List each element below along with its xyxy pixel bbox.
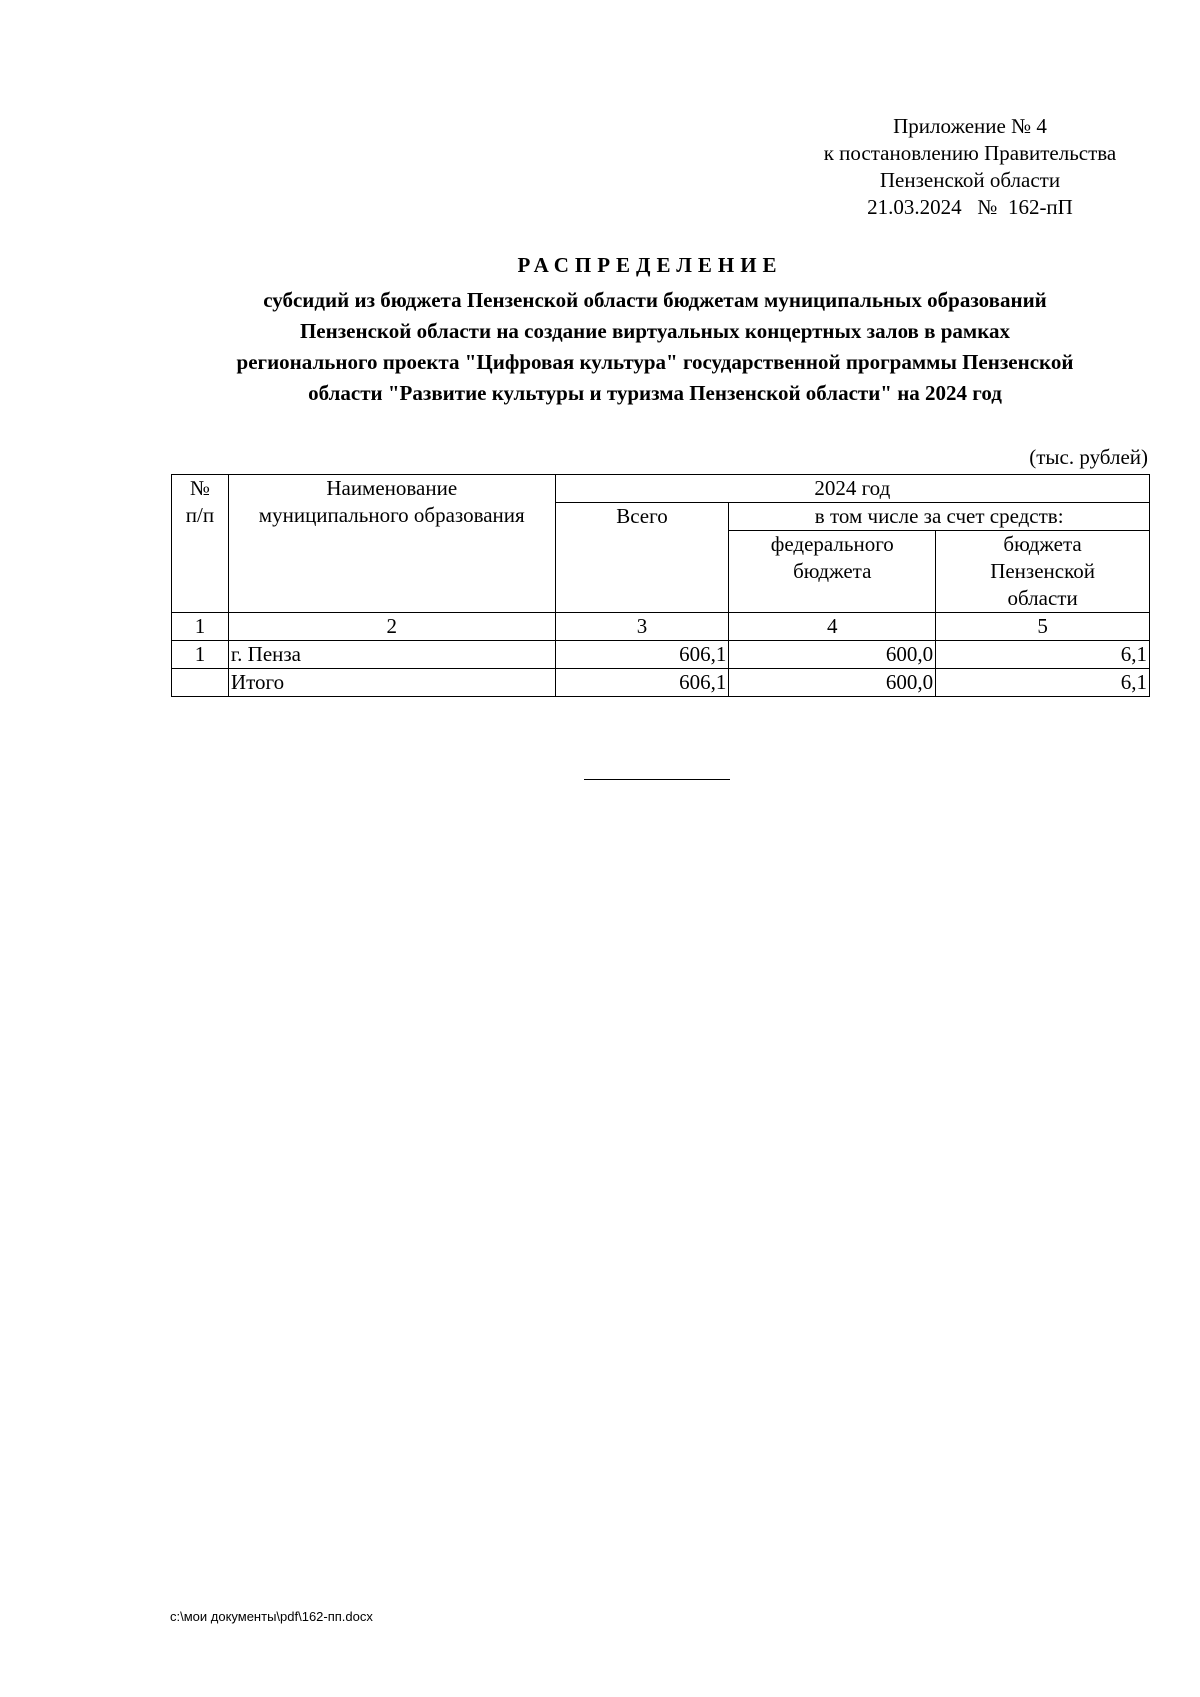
appendix-line: Приложение № 4 [893, 114, 1047, 138]
file-path-footer: c:\мои документы\pdf\162-пп.docx [170, 1609, 373, 1624]
column-number: 1 [172, 613, 229, 641]
header-municipality: Наименование муниципального образования [228, 475, 555, 613]
appendix-line: Пензенской области [879, 168, 1061, 192]
row-total: 606,1 [555, 669, 729, 697]
appendix-date-number: 21.03.2024 № 162-пП [867, 195, 1073, 219]
row-regional: 6,1 [936, 669, 1150, 697]
units-label: (тыс. рублей) [1029, 445, 1148, 469]
subtitle-line: области "Развитие культуры и туризма Пензенской области" на 2024 год [308, 381, 1002, 405]
document-subtitle [160, 285, 1150, 409]
column-numbers-row [172, 613, 1150, 641]
row-number: 1 [172, 641, 229, 669]
header-including: в том числе за счет средств: [729, 503, 1150, 531]
row-regional: 6,1 [936, 641, 1150, 669]
column-number: 4 [729, 613, 936, 641]
header-number: № п/п [172, 475, 229, 613]
header-year: 2024 год [555, 475, 1149, 503]
row-federal: 600,0 [729, 669, 936, 697]
header-regional: бюджета Пензенской области [936, 531, 1150, 613]
document-title: РАСПРЕДЕЛЕНИЕ [517, 253, 783, 277]
row-total: 606,1 [555, 641, 729, 669]
header-federal: федерального бюджета [729, 531, 936, 613]
column-number: 3 [555, 613, 729, 641]
subtitle-line: субсидий из бюджета Пензенской области бюджетам муниципальных образований [263, 288, 1047, 312]
subtitle-line: Пензенской области на создание виртуальных концертных залов в рамках [299, 319, 1011, 343]
row-number [172, 669, 229, 697]
table-row [172, 641, 1150, 669]
row-federal: 600,0 [729, 641, 936, 669]
distribution-table [171, 474, 1150, 697]
appendix-line: к постановлению Правительства [823, 141, 1117, 165]
header-total: Всего [555, 503, 729, 613]
row-municipality: г. Пенза [228, 641, 555, 669]
row-municipality: Итого [228, 669, 555, 697]
table-header-row [172, 475, 1150, 503]
table-total-row [172, 669, 1150, 697]
column-number: 5 [936, 613, 1150, 641]
column-number: 2 [228, 613, 555, 641]
subtitle-line: регионального проекта "Цифровая культура" государственной программы Пензенской [236, 350, 1074, 374]
separator-line [584, 779, 730, 780]
appendix-block [790, 113, 1150, 221]
